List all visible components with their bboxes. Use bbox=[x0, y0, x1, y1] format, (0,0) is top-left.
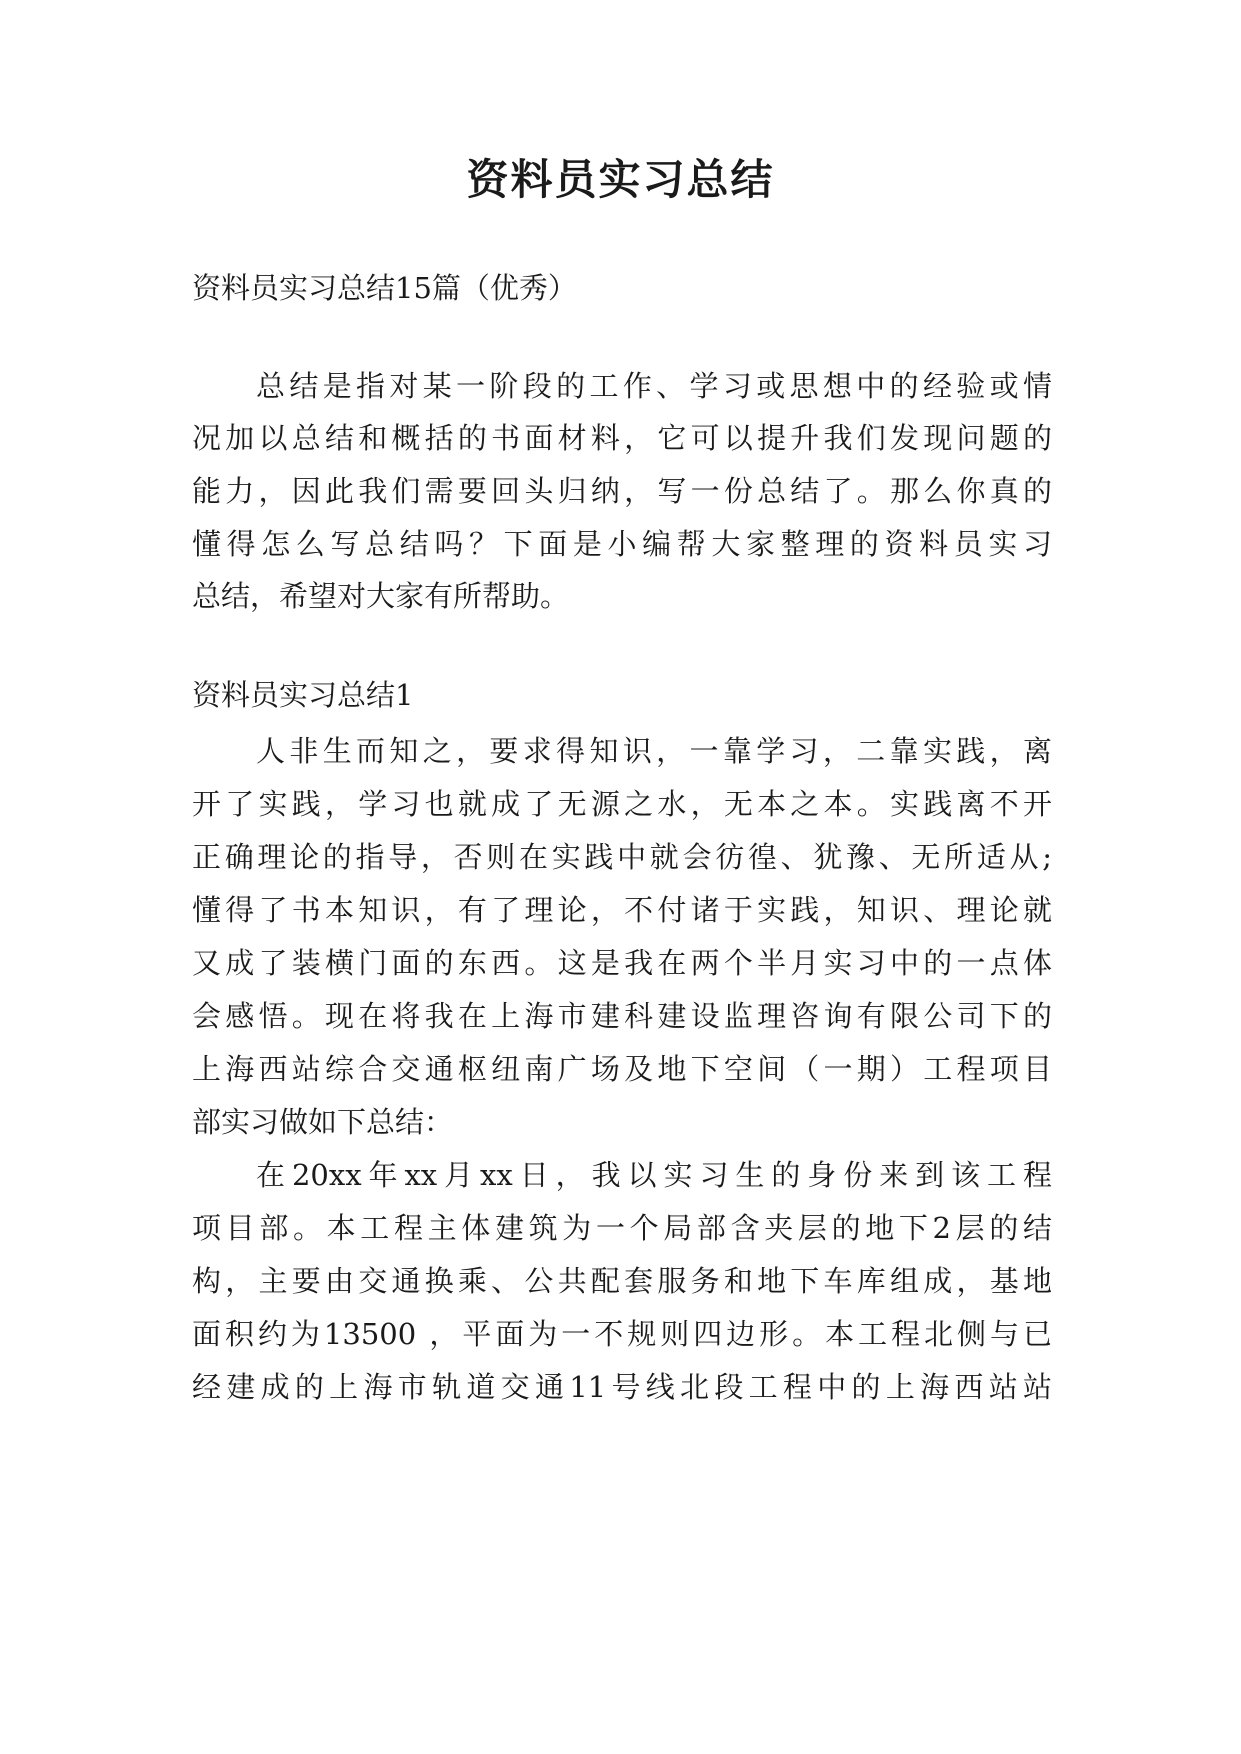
document-title: 资料员实习总结 bbox=[466, 155, 775, 204]
body-line: 正确理论的指导，否则在实践中就会彷徨、犹豫、无所适从; bbox=[192, 840, 1052, 874]
body-line: 又成了装横门面的东西。这是我在两个半月实习中的一点体 bbox=[192, 946, 1052, 980]
body-line: 人非生而知之，要求得知识，一靠学习，二靠实践，离 bbox=[256, 734, 1052, 768]
intro-line: 能力，因此我们需要回头归纳，写一份总结了。那么你真的 bbox=[192, 474, 1052, 508]
section-heading: 资料员实习总结1 bbox=[192, 678, 414, 712]
document-subtitle: 资料员实习总结15篇（优秀） bbox=[192, 271, 577, 305]
body-line: 部实习做如下总结： bbox=[192, 1105, 454, 1139]
body-line: 在20xx年xx月xx日，我以实习生的身份来到该工程 bbox=[256, 1158, 1052, 1192]
body-line: 懂得了书本知识，有了理论，不付诸于实践，知识、理论就 bbox=[192, 893, 1052, 927]
body-line: 开了实践，学习也就成了无源之水，无本之本。实践离不开 bbox=[192, 787, 1052, 821]
body-line: 面积约为13500 ，平面为一不规则四边形。本工程北侧与已 bbox=[192, 1317, 1052, 1351]
body-line: 会感悟。现在将我在上海市建科建设监理咨询有限公司下的 bbox=[192, 999, 1052, 1033]
body-line: 构，主要由交通换乘、公共配套服务和地下车库组成，基地 bbox=[192, 1264, 1052, 1298]
body-line: 经建成的上海市轨道交通11号线北段工程中的上海西站站 bbox=[192, 1370, 1052, 1404]
body-line: 上海西站综合交通枢纽南广场及地下空间（一期）工程项目 bbox=[192, 1052, 1052, 1086]
body-line: 项目部。本工程主体建筑为一个局部含夹层的地下2层的结 bbox=[192, 1211, 1052, 1245]
intro-line: 总结，希望对大家有所帮助。 bbox=[192, 579, 570, 613]
intro-line: 况加以总结和概括的书面材料，它可以提升我们发现问题的 bbox=[192, 421, 1052, 455]
intro-line: 懂得怎么写总结吗？下面是小编帮大家整理的资料员实习 bbox=[192, 527, 1052, 561]
intro-line: 总结是指对某一阶段的工作、学习或思想中的经验或情 bbox=[256, 369, 1052, 403]
